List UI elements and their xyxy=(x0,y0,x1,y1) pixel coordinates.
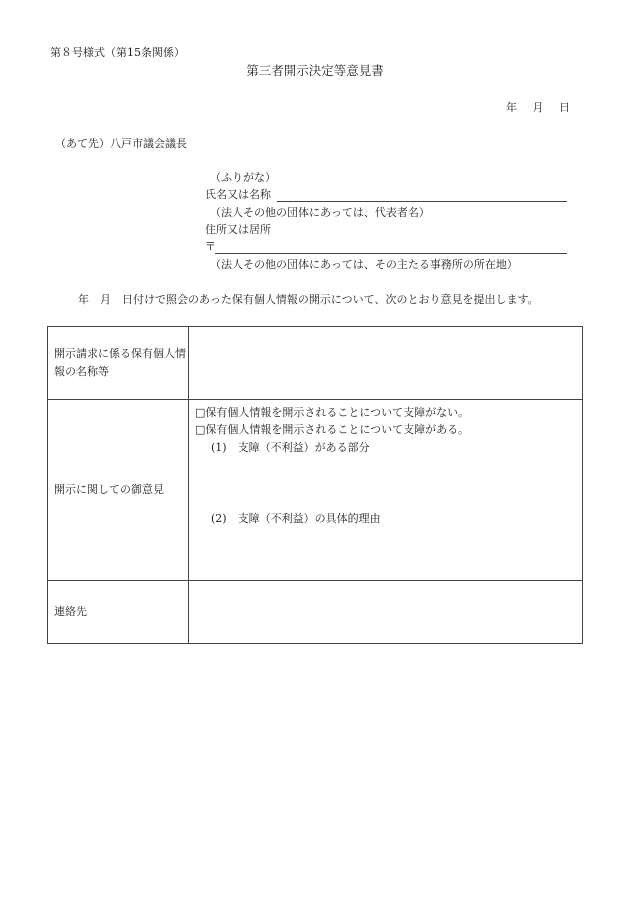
contact-field[interactable] xyxy=(189,581,583,644)
table-row xyxy=(48,327,583,400)
address-label: 住所又は居所 xyxy=(205,223,271,236)
form-number: 第８号様式（第15条関係） xyxy=(50,46,185,59)
info-name-label: 開示請求に係る保有個人情報の名称等 xyxy=(48,327,189,400)
address-field[interactable] xyxy=(215,253,567,254)
info-name-field[interactable] xyxy=(189,327,583,400)
table-row xyxy=(48,400,583,581)
no-issue-checkbox-option[interactable]: □保有個人情報を開示されることについて支障がない。 xyxy=(195,406,470,419)
issue-reason-label: (2) 支障（不利益）の具体的理由 xyxy=(211,512,381,525)
statement-text: 年 月 日付けで照会のあった保有個人情報の開示について、次のとおり意見を提出します。 xyxy=(78,293,539,306)
contact-label: 連絡先 xyxy=(48,581,189,644)
issue-checkbox-option[interactable]: □保有個人情報を開示されることについて支障がある。 xyxy=(195,423,470,436)
date-line: 年 月 日 xyxy=(506,101,570,114)
opinion-table xyxy=(47,326,583,644)
document-title: 第三者開示決定等意見書 xyxy=(246,63,384,78)
table-row xyxy=(48,581,583,644)
name-label: 氏名又は名称 xyxy=(205,188,271,201)
opinion-field[interactable] xyxy=(189,400,583,581)
addressee: （あて先）八戸市議会議長 xyxy=(55,137,187,150)
name-note: （法人その他の団体にあっては、代表者名） xyxy=(210,206,430,219)
issue-part-label: (1) 支障（不利益）がある部分 xyxy=(211,441,370,454)
name-field[interactable] xyxy=(277,201,567,202)
furigana-label: （ふりがな） xyxy=(210,171,276,184)
address-note: （法人その他の団体にあっては、その主たる事務所の所在地） xyxy=(210,258,518,271)
postal-mark: 〒 xyxy=(205,240,216,253)
opinion-label: 開示に関しての御意見 xyxy=(48,400,189,581)
